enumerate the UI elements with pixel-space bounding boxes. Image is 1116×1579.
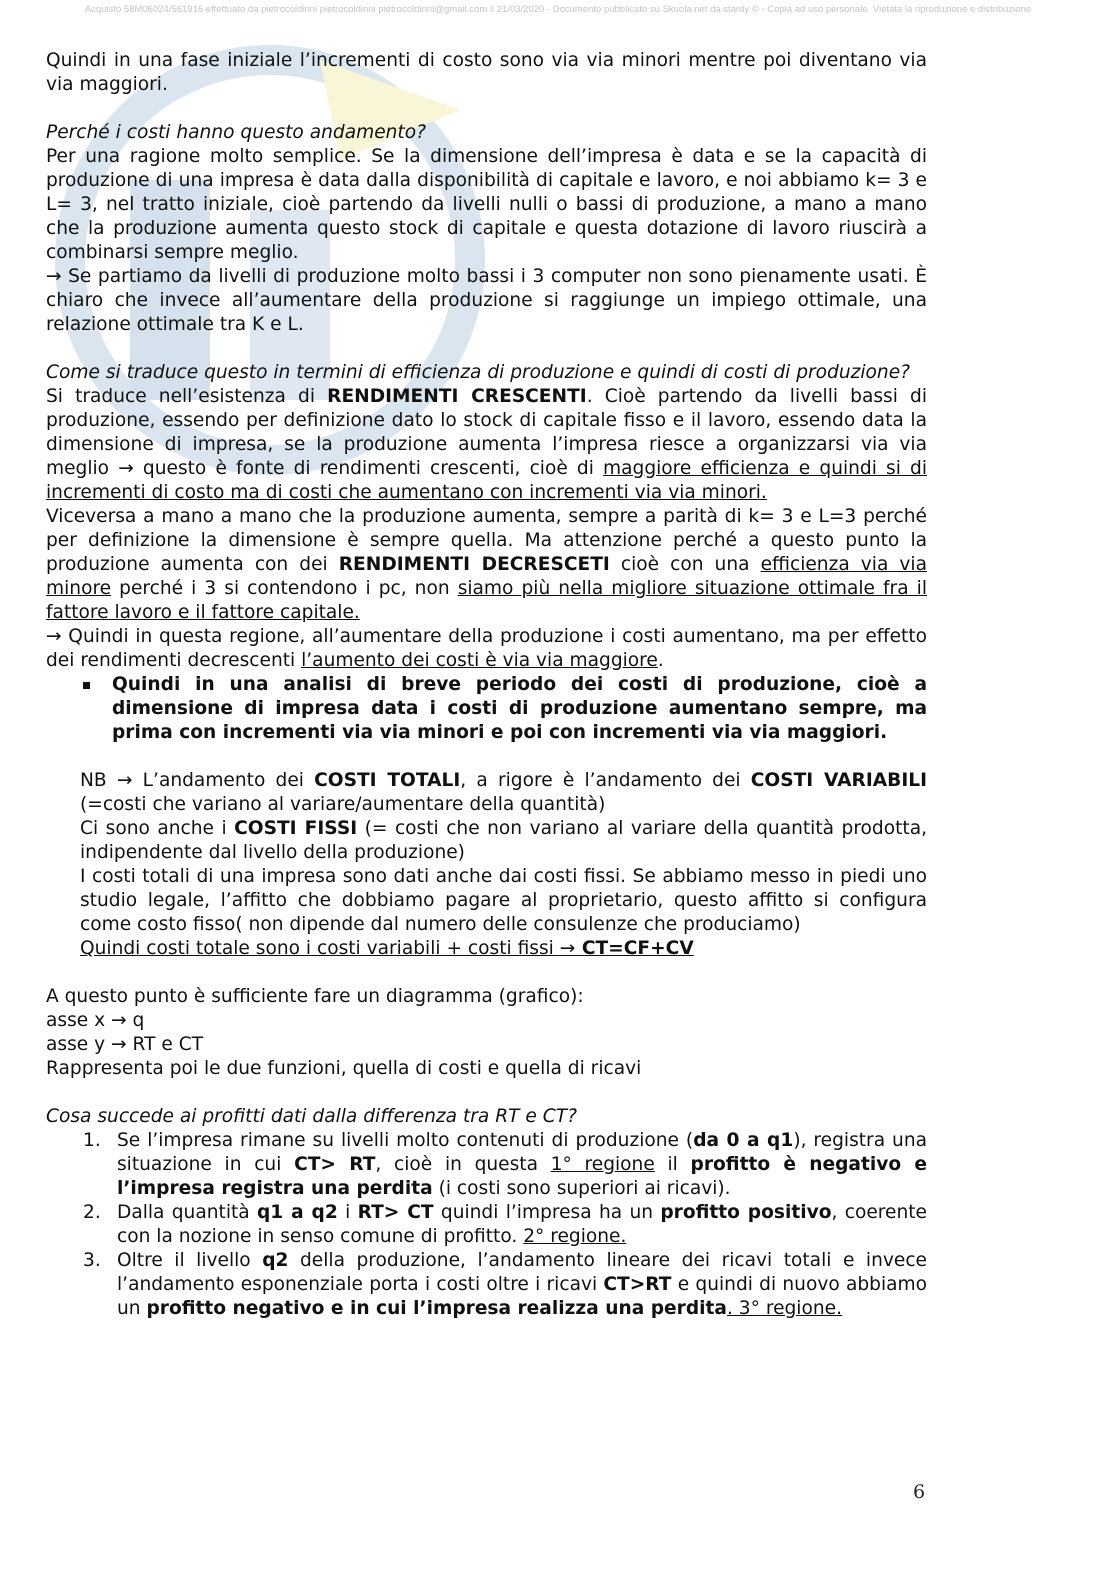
- axis-y-line: asse y → RT e CT: [46, 1034, 204, 1055]
- fixed-costs-note: Ci sono anche i COSTI FISSI (= costi che non variano al variare della quantità prodotta, indipendente dal livello della produzione): [80, 818, 928, 863]
- question-why-costs: Perché i costi hanno questo andamento?: [46, 122, 426, 143]
- paragraph-costs-rise: → Quindi in questa regione, all’aumentare della produzione i costi aumentano, ma per effetto dei rendimenti decrescenti l’aumento dei costi è via via maggiore.: [46, 626, 927, 671]
- bullet-summary: Quindi in una analisi di breve periodo dei costi di produzione, cioè a dimensione di impresa data i costi di produzione aumentano sempre, ma prima con incrementi via via minori e poi con incrementi via via maggiori.: [46, 673, 927, 745]
- page-body: [46, 49, 927, 1321]
- diagram-intro: A questo punto è sufficiente fare un diagramma (grafico):: [46, 986, 584, 1007]
- arrow-icon: →: [118, 458, 134, 479]
- list-item-3: 3. Oltre il livello q2 della produzione, l’andamento lineare dei ricavi totali e invece l’andamento esponenziale porta i costi oltre i ricavi CT>RT e quindi di nuovo abbiamo un profitto negativo e in cui l’impresa realizza una perdita. 3° regione.: [83, 1250, 928, 1319]
- total-cost-formula: Quindi costi totale sono i costi variabili + costi fissi → CT=CF+CV: [80, 938, 694, 959]
- arrow-icon: →: [559, 938, 576, 959]
- arrow-icon: →: [46, 266, 62, 287]
- paragraph-decreasing-returns: Viceversa a mano a mano che la produzione aumenta, sempre a parità di k= 3 e L=3 perché per definizione la dimensione è sempre quella. Ma attenzione perché a questo punto la produzione aumenta con dei RENDIMENTI DECRESCETI cioè con una efficienza via via minore perché i 3 si contendono i pc, non siamo più nella migliore situazione ottimale fra il fattore lavoro e il fattore capitale.: [46, 506, 927, 623]
- arrow-icon: →: [46, 626, 62, 647]
- list-item-1: 1. Se l’impresa rimane su livelli molto contenuti di produzione (da 0 a q1), registra una situazione in cui CT> RT, cioè in questa 1° regione il profitto è negativo e l’impresa registra una perdita (i costi sono superiori ai ricavi).: [83, 1130, 927, 1199]
- list-item-2: 2. Dalla quantità q1 a q2 i RT> CT quindi l’impresa ha un profitto positivo, coerente con la nozione in senso comune di profitto. 2° regione.: [83, 1202, 927, 1247]
- question-efficiency: Come si traduce questo in termini di efficienza di produzione e quindi di costi di produzione?: [46, 362, 911, 383]
- square-bullet-icon: [83, 682, 90, 689]
- paragraph-intro: Quindi in una fase iniziale l’incrementi di costo sono via via minori mentre poi diventano via via maggiori.: [46, 50, 927, 95]
- paragraph-increasing-returns: Si traduce nell’esistenza di RENDIMENTI CRESCENTI. Cioè partendo da livelli bassi di produzione, essendo per definizione dato lo stock di capitale fisso e il lavoro, essendo data la dimensione di impresa, se la produzione aumenta l’impresa riesce a organizzarsi via via meglio → questo è fonte di rendimenti crescenti, cioè di maggiore efficienza e quindi si di incrementi di costo ma di costi che aumentano con incrementi via via minori.: [46, 386, 927, 503]
- watermark-header: Acquisto 58M06024/561916 effettuato da pietrocoldinni pietrocoldinni pietrocoldinni@gmail.com il 21/03/2020 - Documento pubblicato su Skuola.net da stardy © - Copia ad uso personale. Vietata la riproduzione e distribuzione: [84, 4, 1032, 15]
- arrow-icon: →: [111, 1010, 127, 1031]
- paragraph-low-levels: → Se partiamo da livelli di produzione molto bassi i 3 computer non sono pienamente usati. È chiaro che invece all’aumentare della produzione si raggiunge un impiego ottimale, una relazione ottimale tra K e L.: [46, 266, 927, 335]
- diagram-functions: Rappresenta poi le due funzioni, quella di costi e quella di ricavi: [46, 1058, 642, 1079]
- paragraph-total-costs: I costi totali di una impresa sono dati anche dai costi fissi. Se abbiamo messo in piedi uno studio legale, l’affitto che dobbiamo pagare al proprietario, questo affitto si configura come costo fisso( non dipende dal numero delle consulenze che produciamo): [80, 866, 927, 935]
- arrow-icon: →: [116, 770, 133, 791]
- nb-section: [46, 769, 927, 961]
- paragraph-reason: Per una ragione molto semplice. Se la dimensione dell’impresa è data e se la capacità di produzione di una impresa è data dalla disponibilità di capitale e lavoro, e noi abbiamo k= 3 e L= 3, nel tratto iniziale, cioè partendo da livelli nulli o bassi di produzione, a mano a mano che la produzione aumenta questo stock di capitale e questa dotazione di lavoro riuscirà a combinarsi sempre meglio.: [46, 146, 927, 263]
- page-number: 6: [913, 1481, 926, 1503]
- question-profits: Cosa succede ai profitti dati dalla differenza tra RT e CT?: [46, 1106, 577, 1127]
- nb-note: NB → L’andamento dei COSTI TOTALI, a rigore è l’andamento dei COSTI VARIABILI (=costi che variano al variare/aumentare della quantità): [80, 770, 927, 815]
- axis-x-line: asse x → q: [46, 1010, 145, 1031]
- arrow-icon: →: [111, 1034, 127, 1055]
